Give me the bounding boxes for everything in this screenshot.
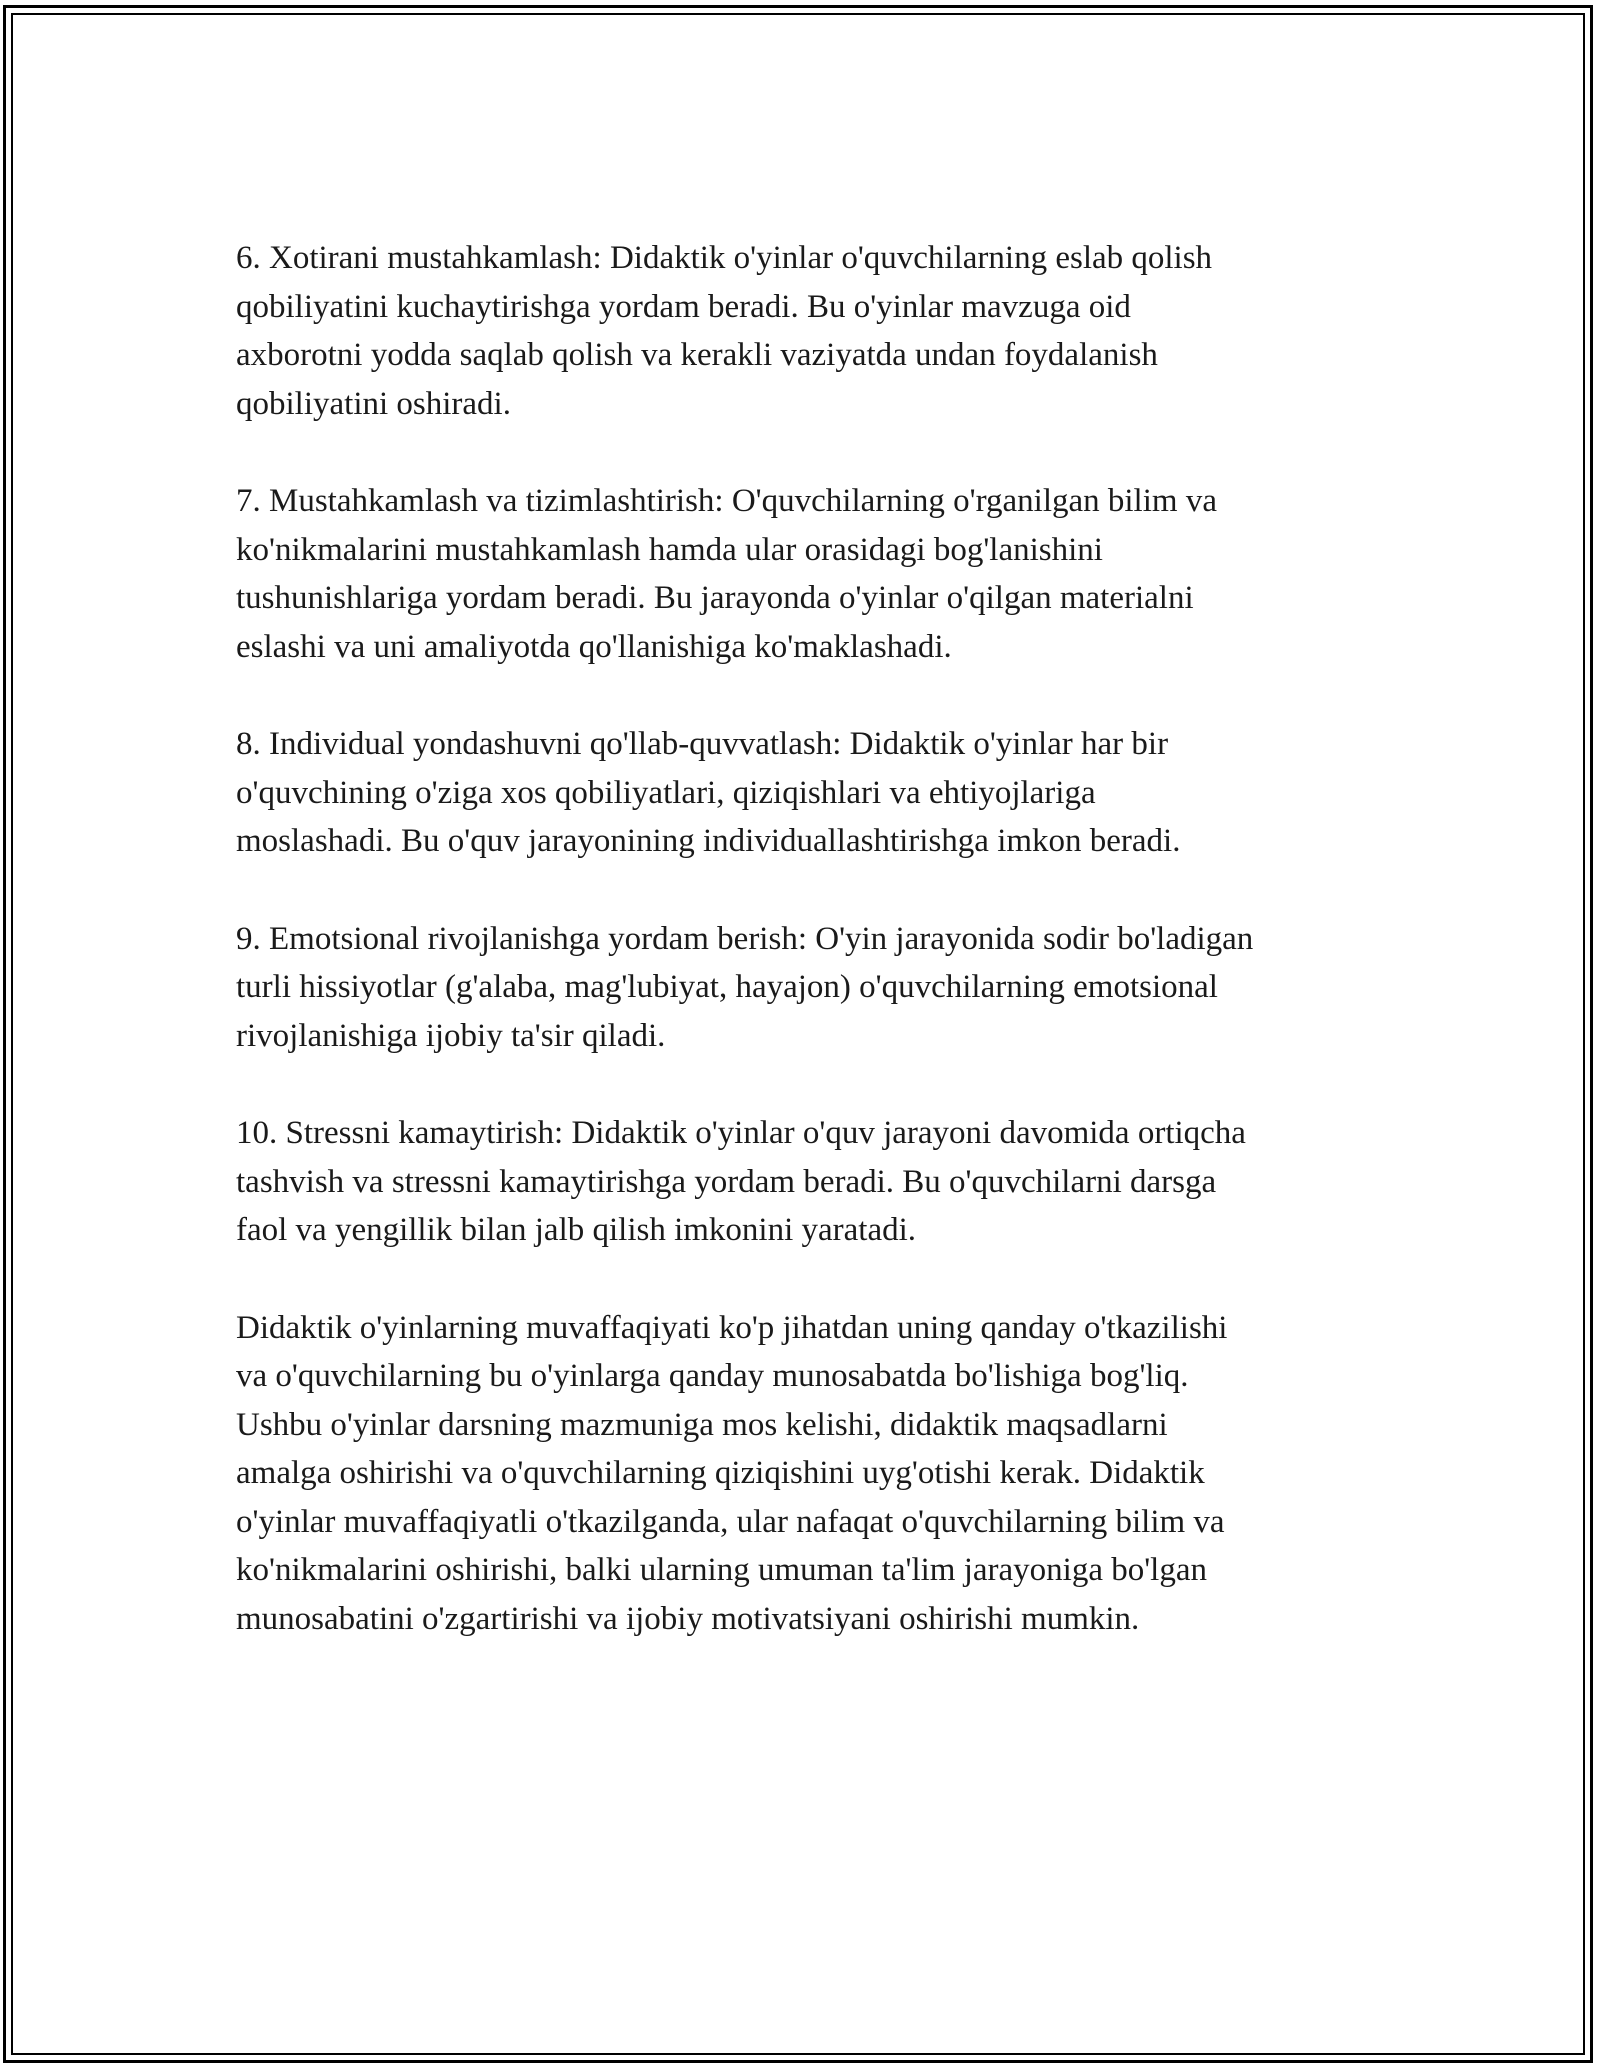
paragraph-stress-reduction xyxy=(236,1109,1396,1255)
text-line: Didaktik o'yinlarning muvaffaqiyati ko'p jihatdan uning qanday o'tkazilishi xyxy=(236,1309,1228,1346)
paragraph-conclusion xyxy=(236,1304,1396,1644)
text-line: axborotni yodda saqlab qolish va kerakli vaziyatda undan foydalanish xyxy=(236,337,1158,373)
text-line: faol va yengillik bilan jalb qilish imkonini yaratadi. xyxy=(236,1212,917,1248)
text-line: 7. Mustahkamlash va tizimlashtirish: O'quvchilarning o'rganilgan bilim va xyxy=(236,483,1217,519)
text-line: rivojlanishiga ijobiy ta'sir qiladi. xyxy=(236,1017,666,1054)
text-line: tushunishlariga yordam beradi. Bu jarayonda o'yinlar o'qilgan materialni xyxy=(236,580,1194,616)
paragraph-individual-approach xyxy=(236,720,1396,866)
text-line: o'quvchining o'ziga xos qobiliyatlari, qiziqishlari va ehtiyojlariga xyxy=(236,774,1096,811)
text-line: Ushbu o'yinlar darsning mazmuniga mos kelishi, didaktik maqsadlarni xyxy=(236,1406,1168,1443)
text-line: o'yinlar muvaffaqiyatli o'tkazilganda, ular nafaqat o'quvchilarning bilim va xyxy=(236,1503,1225,1540)
text-line: ko'nikmalarini mustahkamlash hamda ular orasidagi bog'lanishini xyxy=(236,531,1103,568)
paragraph-emotional-development xyxy=(236,915,1396,1061)
text-line: va o'quvchilarning bu o'yinlarga qanday munosabatda bo'lishiga bog'liq. xyxy=(236,1358,1189,1394)
paragraph-consolidation xyxy=(236,477,1396,671)
text-line: qobiliyatini kuchaytirishga yordam beradi. Bu o'yinlar mavzuga oid xyxy=(236,288,1131,325)
document-body xyxy=(236,234,1396,1692)
text-line: turli hissiyotlar (g'alaba, mag'lubiyat, hayajon) o'quvchilarning emotsional xyxy=(236,969,1218,1005)
text-line: ko'nikmalarini oshirishi, balki ularning umuman ta'lim jarayoniga bo'lgan xyxy=(236,1552,1207,1588)
paragraph-memory xyxy=(236,234,1396,428)
text-line: tashvish va stressni kamaytirishga yordam beradi. Bu o'quvchilarni darsga xyxy=(236,1163,1217,1200)
text-line: 10. Stressni kamaytirish: Didaktik o'yinlar o'quv jarayoni davomida ortiqcha xyxy=(236,1115,1246,1151)
text-line: 6. Xotirani mustahkamlash: Didaktik o'yinlar o'quvchilarning eslab qolish xyxy=(236,240,1213,276)
text-line: moslashadi. Bu o'quv jarayonining individuallashtirishga imkon beradi. xyxy=(236,823,1181,859)
text-line: eslashi va uni amaliyotda qo'llanishiga ko'maklashadi. xyxy=(236,628,952,665)
text-line: qobiliyatini oshiradi. xyxy=(236,385,511,422)
text-line: munosabatini o'zgartirishi va ijobiy motivatsiyani oshirishi mumkin. xyxy=(236,1600,1140,1637)
text-line: 8. Individual yondashuvni qo'llab-quvvatlash: Didaktik o'yinlar har bir xyxy=(236,726,1169,762)
text-line: 9. Emotsional rivojlanishga yordam berish: O'yin jarayonida sodir bo'ladigan xyxy=(236,920,1254,957)
text-line: amalga oshirishi va o'quvchilarning qiziqishini uyg'otishi kerak. Didaktik xyxy=(236,1455,1205,1491)
